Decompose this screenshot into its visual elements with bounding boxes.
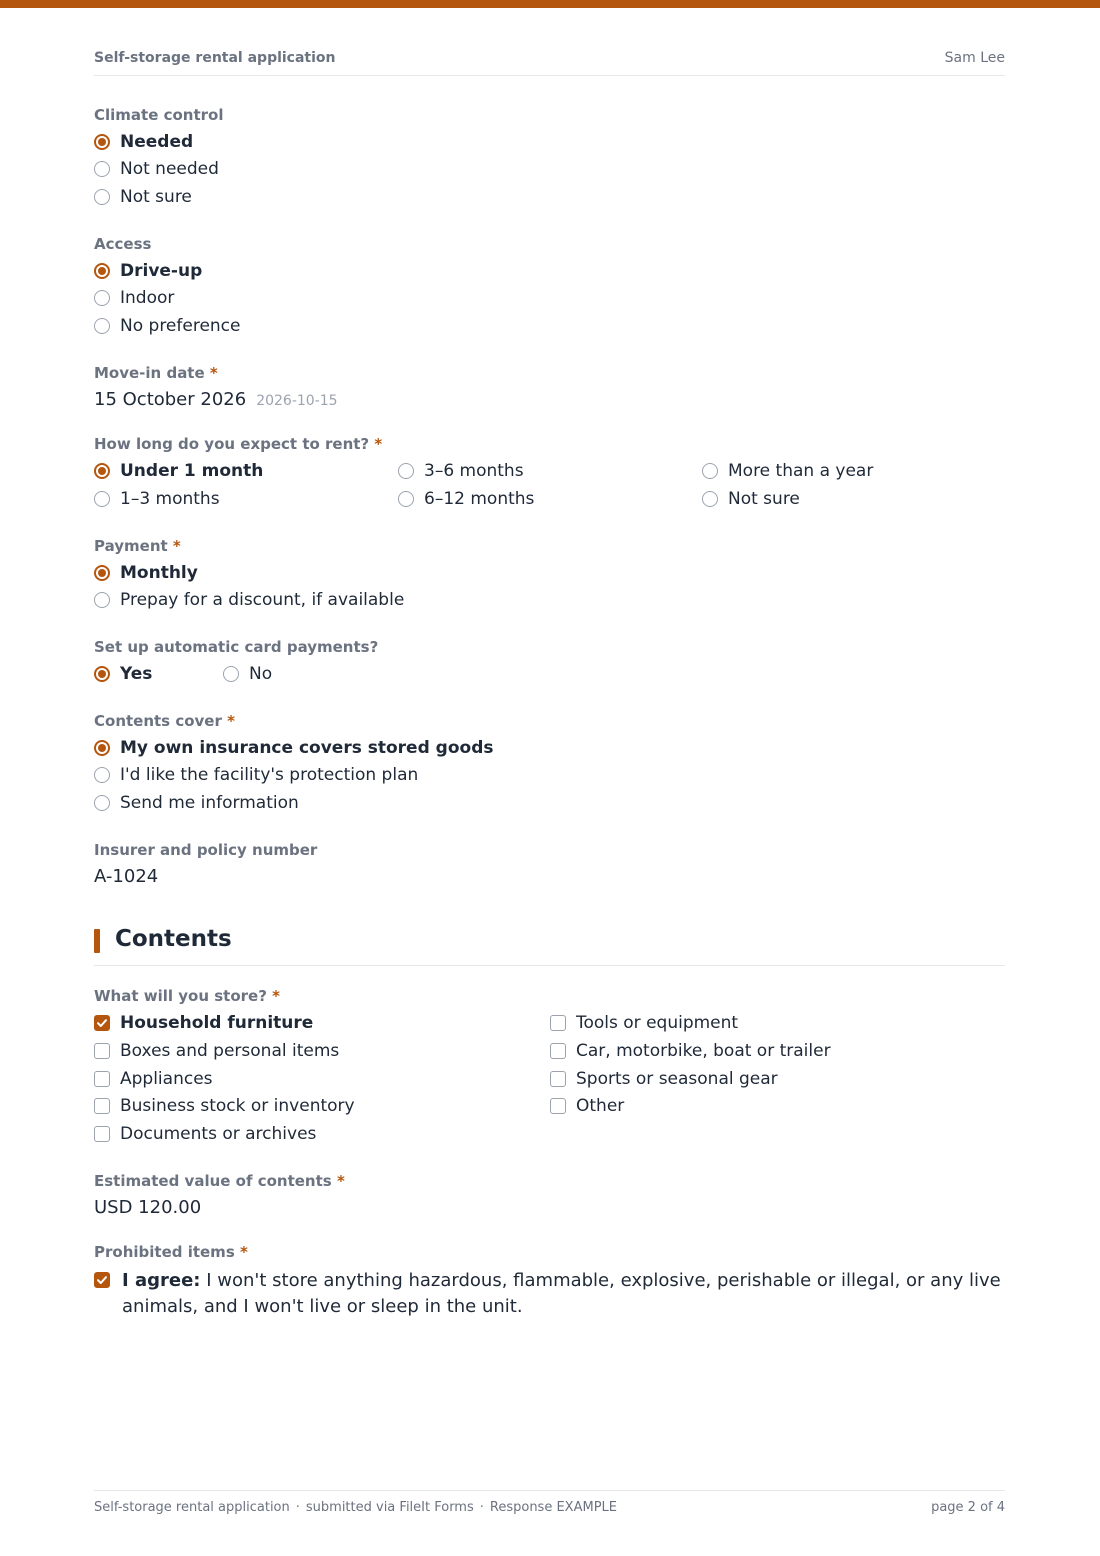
required-marker: *	[336, 1172, 345, 1190]
policy-value: A-1024	[94, 866, 159, 887]
access-option-indoor[interactable]: Indoor	[94, 287, 174, 309]
checkbox-icon	[550, 1071, 566, 1087]
prohibited-agreement[interactable]	[94, 1268, 1005, 1320]
required-marker: *	[239, 1243, 248, 1261]
cover-option-protection-plan[interactable]: I'd like the facility's protection plan	[94, 764, 418, 786]
footer-separator: ·	[295, 1500, 300, 1515]
radio-selected-icon	[94, 666, 110, 682]
duration-option-under-1-month[interactable]: Under 1 month	[94, 460, 263, 482]
payment-option-monthly[interactable]: Monthly	[94, 562, 198, 584]
radio-selected-icon	[94, 565, 110, 581]
store-option-vehicle[interactable]: Car, motorbike, boat or trailer	[550, 1040, 831, 1062]
agree-label: I agree:	[122, 1270, 201, 1291]
payment-option-prepay[interactable]: Prepay for a discount, if available	[94, 589, 404, 611]
move-in-date-iso: 2026-10-15	[256, 393, 338, 409]
store-option-tools[interactable]: Tools or equipment	[550, 1012, 738, 1034]
footer-form-name: Self-storage rental application	[94, 1500, 290, 1515]
radio-selected-icon	[94, 134, 110, 150]
store-option-business-stock[interactable]: Business stock or inventory	[94, 1095, 355, 1117]
agree-statement: I won't store anything hazardous, flammable, explosive, perishable or illegal, or any live animals, and I won't live or sleep in the unit.	[122, 1270, 1001, 1317]
accent-top-bar	[0, 0, 1100, 8]
climate-control-label: Climate control	[94, 106, 224, 124]
radio-icon	[94, 189, 110, 205]
access-label: Access	[94, 235, 152, 253]
page-header	[94, 48, 1005, 76]
prohibited-items-label: Prohibited items *	[94, 1243, 248, 1261]
form-title: Self-storage rental application	[94, 50, 336, 66]
autopay-option-yes[interactable]: Yes	[94, 663, 152, 685]
autopay-option-no[interactable]: No	[223, 663, 272, 685]
radio-icon	[94, 161, 110, 177]
policy-label: Insurer and policy number	[94, 841, 318, 859]
move-in-date-label: Move-in date *	[94, 364, 218, 382]
required-marker: *	[172, 537, 181, 555]
footer-info	[94, 1500, 617, 1515]
duration-option-1-3-months[interactable]: 1–3 months	[94, 488, 220, 510]
radio-icon	[223, 666, 239, 682]
access-option-no-preference[interactable]: No preference	[94, 315, 241, 337]
estimated-value-label: Estimated value of contents *	[94, 1172, 345, 1190]
page-footer	[94, 1490, 1005, 1520]
radio-icon	[702, 491, 718, 507]
duration-option-6-12-months[interactable]: 6–12 months	[398, 488, 534, 510]
store-option-documents[interactable]: Documents or archives	[94, 1123, 316, 1145]
contents-cover-label: Contents cover *	[94, 712, 235, 730]
climate-option-needed[interactable]: Needed	[94, 131, 193, 153]
store-items-label: What will you store? *	[94, 987, 280, 1005]
radio-selected-icon	[94, 463, 110, 479]
footer-submitted-via: submitted via FileIt Forms	[305, 1500, 474, 1515]
radio-icon	[94, 491, 110, 507]
footer-response-id: Response EXAMPLE	[489, 1500, 617, 1515]
radio-icon	[702, 463, 718, 479]
store-option-appliances[interactable]: Appliances	[94, 1068, 213, 1090]
checkbox-checked-icon[interactable]	[94, 1272, 110, 1288]
climate-option-not-needed[interactable]: Not needed	[94, 158, 219, 180]
checkbox-icon	[550, 1043, 566, 1059]
checkbox-icon	[94, 1071, 110, 1087]
required-marker: *	[209, 364, 218, 382]
autopay-label: Set up automatic card payments?	[94, 638, 379, 656]
cover-option-own-insurance[interactable]: My own insurance covers stored goods	[94, 737, 494, 759]
radio-icon	[94, 592, 110, 608]
radio-icon	[94, 767, 110, 783]
footer-separator: ·	[479, 1500, 484, 1515]
checkbox-checked-icon	[94, 1015, 110, 1031]
move-in-date-value: 15 October 2026 2026-10-15	[94, 389, 338, 410]
section-title: Contents	[115, 926, 232, 952]
checkbox-icon	[94, 1126, 110, 1142]
store-option-sports-gear[interactable]: Sports or seasonal gear	[550, 1068, 778, 1090]
radio-icon	[94, 290, 110, 306]
checkbox-icon	[550, 1098, 566, 1114]
page-number: page 2 of 4	[931, 1500, 1005, 1515]
required-marker: *	[227, 712, 235, 730]
estimated-value: USD 120.00	[94, 1197, 202, 1218]
radio-selected-icon	[94, 740, 110, 756]
payment-label: Payment *	[94, 537, 181, 555]
radio-icon	[94, 318, 110, 334]
section-accent-bar	[94, 929, 100, 953]
duration-label: How long do you expect to rent? *	[94, 435, 383, 453]
store-option-boxes[interactable]: Boxes and personal items	[94, 1040, 339, 1062]
radio-selected-icon	[94, 263, 110, 279]
agreement-text	[122, 1268, 1005, 1320]
radio-icon	[398, 463, 414, 479]
checkbox-icon	[94, 1043, 110, 1059]
section-contents-header	[94, 926, 1005, 966]
access-option-drive-up[interactable]: Drive-up	[94, 260, 202, 282]
radio-icon	[94, 795, 110, 811]
climate-option-not-sure[interactable]: Not sure	[94, 186, 192, 208]
checkbox-icon	[94, 1098, 110, 1114]
respondent-name: Sam Lee	[944, 50, 1005, 66]
required-marker: *	[272, 987, 280, 1005]
checkbox-icon	[550, 1015, 566, 1031]
required-marker: *	[374, 435, 383, 453]
radio-icon	[398, 491, 414, 507]
duration-option-not-sure[interactable]: Not sure	[702, 488, 800, 510]
duration-option-3-6-months[interactable]: 3–6 months	[398, 460, 524, 482]
store-option-household-furniture[interactable]: Household furniture	[94, 1012, 313, 1034]
cover-option-send-information[interactable]: Send me information	[94, 792, 299, 814]
duration-option-more-than-a-year[interactable]: More than a year	[702, 460, 873, 482]
store-option-other[interactable]: Other	[550, 1095, 624, 1117]
